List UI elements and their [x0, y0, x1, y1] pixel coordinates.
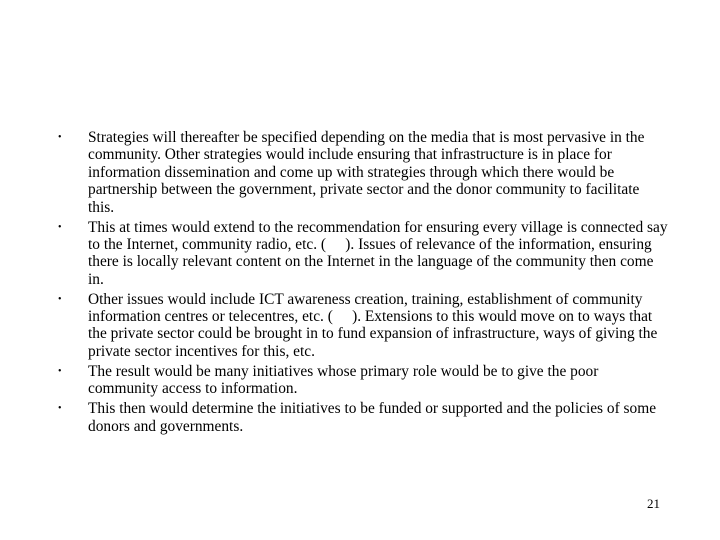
- bullet-dot-icon: •: [58, 221, 62, 233]
- bullet-dot-icon: •: [58, 293, 62, 305]
- page-number: 21: [647, 496, 660, 511]
- bullet-dot-icon: •: [58, 403, 62, 415]
- bullet-list: [58, 129, 672, 437]
- bullet-text: This then would determine the initiatives to be funded or supported and the policies of some donors and governments.: [88, 400, 660, 435]
- bullet-item: [58, 291, 668, 361]
- bullet-text: Strategies will thereafter be specified depending on the media that is most pervasive in the community. Other strategies would include ensuring that infrastructure is in place for information dissemination and come up with strategies through which there would be partnership between the government, private sector and the donor community to facilitate this.: [88, 129, 649, 216]
- bullet-item: [58, 218, 672, 289]
- bullet-item: [58, 400, 668, 435]
- bullet-item: [58, 363, 668, 398]
- bullet-dot-icon: •: [58, 365, 62, 377]
- bullet-dot-icon: •: [58, 132, 62, 143]
- bullet-text: The result would be many initiatives whose primary role would be to give the poor community access to information.: [88, 362, 603, 398]
- bullet-text: Other issues would include ICT awareness creation, training, establishment of community information centres or telecentres, etc. ( ). Extensions to this would move on to ways that the private sector could be brought in to fund expansion of infrastructure, ways of giving the private sector incentives for this, etc.: [88, 290, 662, 360]
- bullet-text: This at times would extend to the recommendation for ensuring every village is connected say to the Internet, community radio, etc. ( ). Issues of relevance of the information, ensuring there is locally relevant content on the Internet in the language of the community then come in.: [88, 218, 672, 288]
- bullet-item: [58, 129, 668, 216]
